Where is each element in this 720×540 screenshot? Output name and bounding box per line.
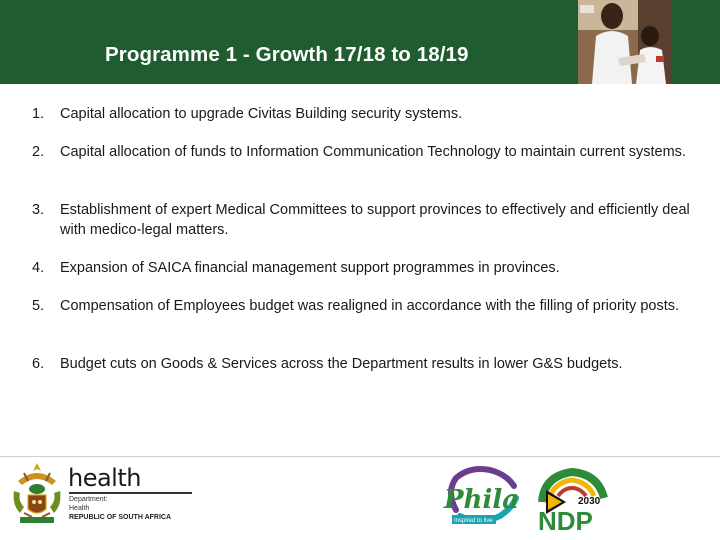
coat-of-arms-logo (10, 461, 64, 527)
list-item (32, 104, 702, 142)
bullet-list (32, 104, 702, 392)
phila-tagline: Inspired to live (454, 518, 493, 524)
header-bar (0, 0, 720, 84)
item-text: Budget cuts on Goods & Services across the Department results in lower G&S budgets. (60, 356, 623, 372)
department-label (69, 496, 108, 513)
footer-divider (0, 456, 720, 457)
item-text: Establishment of expert Medical Committees to support provinces to effectively and efficiently deal with medico-legal matters. (60, 202, 690, 238)
ndp-logo (536, 466, 610, 534)
item-text: Capital allocation of funds to Information Communication Technology to maintain current systems. (60, 144, 686, 160)
header-photo (578, 0, 671, 84)
slide-title: Programme 1 - Growth 17/18 to 18/19 (105, 43, 469, 66)
country-label: REPUBLIC OF SOUTH AFRICA (69, 514, 172, 521)
wordmark-rule (69, 492, 192, 494)
department-name: Health (69, 504, 90, 512)
list-item (32, 354, 702, 392)
item-number: 3. (32, 202, 45, 218)
list-item (32, 142, 702, 200)
phila-wordmark: Phila (444, 485, 520, 515)
item-number: 4. (32, 260, 45, 276)
item-number: 2. (32, 144, 45, 160)
item-number: 1. (32, 106, 45, 122)
item-text: Capital allocation to upgrade Civitas Building security systems. (60, 106, 463, 122)
phila-logo (440, 464, 524, 530)
item-number: 6. (32, 356, 45, 372)
list-item (32, 296, 702, 354)
list-item (32, 258, 702, 296)
item-text: Compensation of Employees budget was realigned in accordance with the filling of priority posts. (60, 298, 680, 314)
ndp-year: 2030 (578, 496, 601, 507)
ndp-wordmark: NDP (538, 506, 593, 534)
health-wordmark: health (68, 464, 141, 492)
list-item (32, 200, 702, 258)
item-text: Expansion of SAICA financial management support programmes in provinces. (60, 260, 560, 276)
department-line: Department: (69, 496, 108, 503)
item-number: 5. (32, 298, 45, 314)
